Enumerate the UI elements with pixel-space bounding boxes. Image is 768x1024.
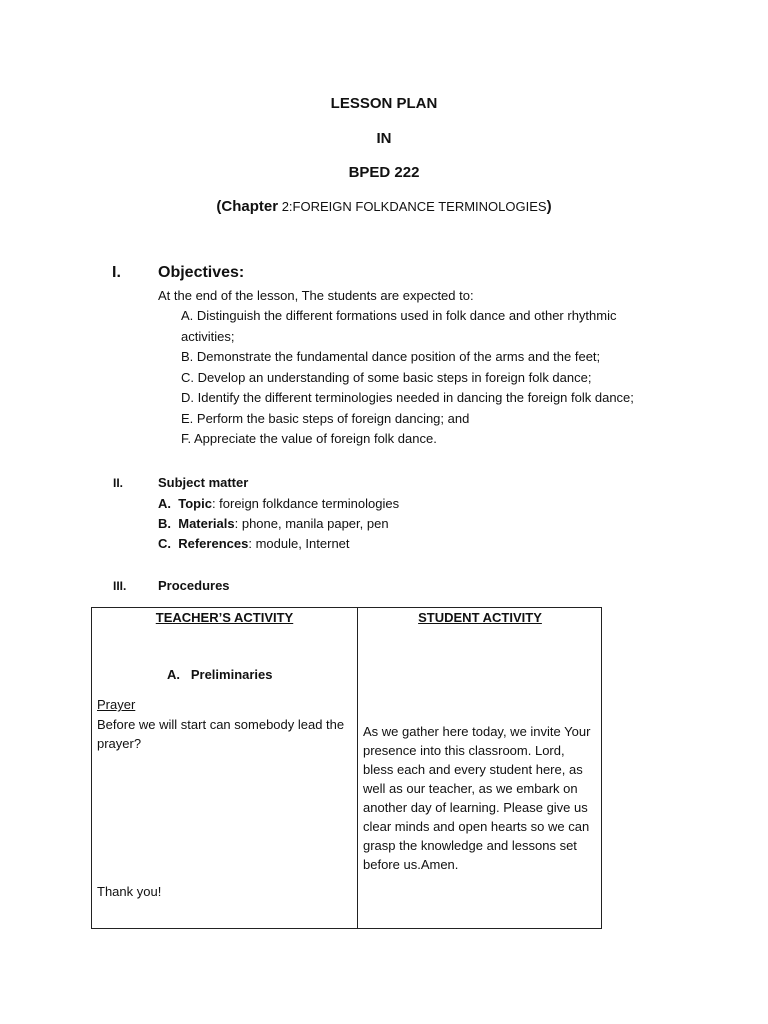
subject-label: Topic [178, 496, 212, 511]
doc-title-line1: LESSON PLAN [330, 95, 438, 112]
objective-item-b: B. Demonstrate the fundamental dance position of the arms and the feet; [181, 349, 601, 364]
objective-item-c: C. Develop an understanding of some basic steps in foreign folk dance; [181, 370, 592, 385]
prayer-label: Prayer [97, 697, 136, 712]
subject-letter: C. [158, 536, 171, 551]
subject-item-references [158, 536, 350, 551]
chapter-text: 2:FOREIGN FOLKDANCE TERMINOLOGIES [278, 199, 547, 214]
chapter-open: (Chapter [216, 198, 279, 215]
student-prayer-text: As we gather here today, we invite Your presence into this classroom. Lord, bless each and every student here, as well as our teacher, as we embark on another day of learning. Please give us clear minds and open hearts so we can grasp the knowledge and lessons set before us.Amen. [363, 724, 591, 872]
subject-letter: B. [158, 516, 171, 531]
thank-you-text: Thank you! [97, 884, 162, 899]
subject-label: Materials [178, 516, 235, 531]
procedures-table [91, 607, 602, 929]
preliminaries-letter: A. [167, 667, 180, 682]
prayer-prompt: Before we will start can somebody lead the prayer? [97, 717, 345, 751]
chapter-close: ) [546, 198, 552, 215]
objective-item-d: D. Identify the different terminologies needed in dancing the foreign folk dance; [181, 390, 634, 405]
teacher-activity-header: TEACHER’S ACTIVITY [155, 610, 294, 625]
subject-letter: A. [158, 496, 171, 511]
student-activity-header: STUDENT ACTIVITY [418, 610, 542, 625]
subject-value: : foreign folkdance terminologies [211, 496, 400, 511]
objective-item-a-cont: activities; [181, 329, 235, 344]
table-column-divider [357, 608, 358, 928]
section-3-title: Procedures [158, 578, 230, 593]
section-1-number: I. [112, 264, 121, 281]
subject-item-topic [158, 496, 399, 511]
section-3-number: III. [113, 579, 127, 593]
doc-title-line3: BPED 222 [348, 164, 420, 181]
doc-title-line2: IN [376, 130, 392, 147]
subject-item-materials [158, 516, 389, 531]
chapter-subtitle [0, 198, 768, 215]
preliminaries-title: Preliminaries [190, 667, 273, 682]
objective-item-a: A. Distinguish the different formations used in folk dance and other rhythmic [181, 308, 617, 323]
section-2-number: II. [113, 476, 124, 490]
subject-value: : module, Internet [248, 536, 350, 551]
section-2-title: Subject matter [158, 475, 249, 490]
subject-label: References [178, 536, 249, 551]
preliminaries-heading [167, 667, 273, 682]
objective-item-e: E. Perform the basic steps of foreign dancing; and [181, 411, 470, 426]
objective-item-f: F. Appreciate the value of foreign folk dance. [181, 431, 437, 446]
section-1-title: Objectives: [158, 264, 245, 281]
objectives-intro: At the end of the lesson, The students are expected to: [158, 288, 474, 303]
subject-value: : phone, manila paper, pen [234, 516, 389, 531]
